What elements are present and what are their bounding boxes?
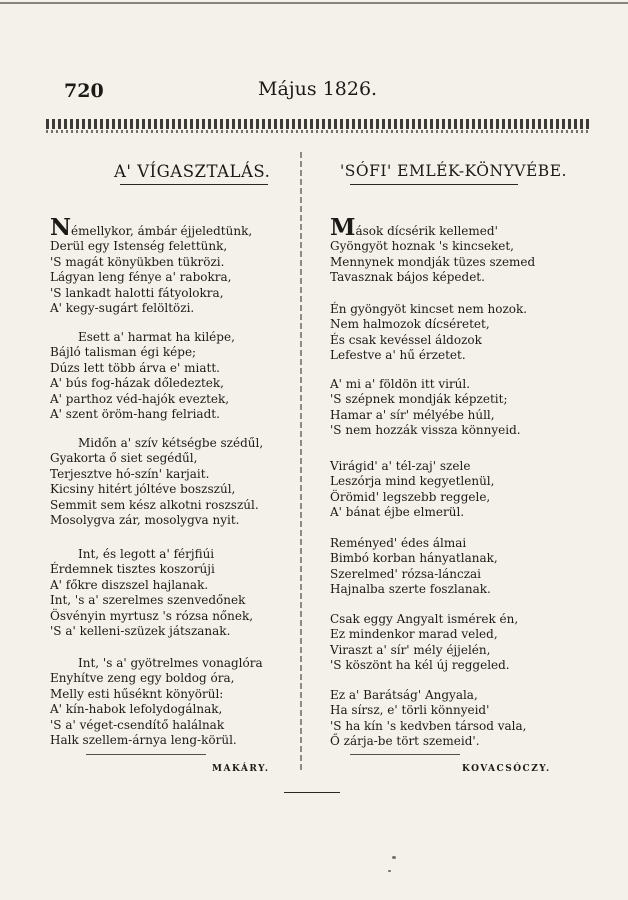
verse-line: Lágyan leng fénye a' rabokra, [50, 270, 232, 285]
verse-line: Semmit sem kész alkotni roszszúl. [50, 497, 259, 512]
verse-line: A' kegy-sugárt felöltözi. [50, 301, 195, 316]
ornamental-border [46, 119, 590, 129]
left-poem-title: A' VÍGASZTALÁS. [114, 162, 271, 181]
print-speck [392, 856, 396, 859]
verse-line: Reményed' édes álmai [330, 536, 467, 550]
verse-line: Melly esti hűséknt könyörül: [50, 686, 224, 701]
verse-line: 'S a' kelleni-szüzek játszanak. [50, 624, 231, 639]
right-stanza-1 [330, 214, 536, 286]
verse-line: Bimbó korban hányatlanak, [330, 551, 498, 566]
verse-line: A' főkre diszszel hajlanak. [50, 577, 209, 592]
drop-cap: N [50, 214, 72, 241]
verse-line: És csak kevéssel áldozok [330, 332, 482, 347]
verse-line: Derül egy Istenség felettünk, [50, 239, 228, 254]
right-stanza-4 [330, 459, 494, 521]
verse-line: Örömid' legszebb reggele, [330, 489, 491, 504]
left-poem-signature: MAKÁRY. [212, 764, 270, 774]
verse-line: Nem halmozok dícséretet, [330, 317, 490, 332]
right-poem-signature: KOVACSÓCZY. [462, 764, 551, 774]
page-number: 720 [64, 80, 104, 102]
verse-line: 'S a' véget-csendítő halálnak [50, 717, 225, 732]
left-stanza-5 [50, 656, 263, 748]
print-speck [388, 870, 391, 872]
verse-line: A' parthoz véd-hajók eveztek, [50, 391, 230, 406]
verse-line: Gyakorta ő siet segédűl, [50, 451, 198, 466]
verse-line: 'S magát könyükben tükrözi. [50, 254, 225, 269]
drop-cap: M [330, 214, 356, 241]
right-signature-rule [350, 754, 460, 755]
verse-line: Mosolygva zár, mosolygva nyit. [50, 513, 240, 528]
right-stanza-7 [330, 688, 526, 750]
right-stanza-2 [330, 302, 527, 364]
verse-line: Ez mindenkor marad veled, [330, 627, 498, 642]
left-stanza-3 [50, 436, 263, 528]
verse-line: A' bánat éjbe elmerül. [330, 505, 465, 520]
right-stanza-6 [330, 612, 518, 674]
verse-line: Kicsiny hitért jóltéve boszszúl, [50, 482, 236, 497]
verse-line [50, 214, 253, 241]
column-divider [300, 152, 302, 770]
top-edge-rule [0, 2, 628, 4]
verse-line: Hajnalba szerte foszlanak. [330, 582, 491, 597]
verse-line: Int, 's a' gyötrelmes vonaglóra [78, 656, 263, 670]
verse-line: A' mi a' földön itt virúl. [330, 377, 471, 391]
verse-line-rest: ások dícsérik kellemed' [355, 224, 498, 238]
verse-line: Ha sírsz, e' törli könnyeid' [330, 703, 490, 718]
verse-line: Gyöngyöt hoznak 's kincseket, [330, 239, 514, 254]
verse-line: A' bús fog-házak dőledeztek, [50, 376, 224, 391]
verse-line: Virágid' a' tél-zaj' szele [330, 459, 471, 473]
verse-line: Viraszt a' sír' mély éjjelén, [330, 642, 491, 657]
verse-line: Leszórja mind kegyetlenül, [330, 474, 495, 489]
verse-line: Esett a' harmat ha kilépe, [78, 330, 235, 344]
verse-line: 'S nem hozzák vissza könnyeid. [330, 423, 521, 438]
verse-line: Ő zárja-be tört szemeid'. [330, 734, 480, 749]
right-title-underline [350, 184, 518, 185]
verse-line: Ez a' Barátság' Angyala, [330, 688, 478, 702]
verse-line: Bájló talisman égi képe; [50, 345, 197, 360]
verse-line: Midőn a' szív kétségbe szédűl, [78, 436, 264, 450]
left-title-underline [120, 184, 268, 185]
verse-line: Én gyöngyöt kincset nem hozok. [330, 302, 528, 316]
left-stanza-1 [50, 214, 253, 316]
verse-line: A' szent öröm-hang felriadt. [50, 407, 220, 422]
verse-line: Dúzs lett több árva e' miatt. [50, 360, 220, 375]
verse-line: Érdemnek tisztes koszorúji [50, 562, 215, 577]
verse-line: 'S szépnek mondják képzetit; [330, 392, 508, 407]
ornamental-border-underline [46, 130, 590, 133]
verse-line: Tavasznak bájos képedet. [330, 270, 485, 285]
page-end-rule [284, 792, 340, 793]
left-signature-rule [86, 754, 206, 755]
verse-line: Halk szellem-árnya leng-körül. [50, 733, 237, 748]
right-poem-title: 'SÓFI' EMLÉK-KÖNYVÉBE. [340, 162, 567, 180]
verse-line: Szerelmed' rózsa-lánczai [330, 566, 482, 581]
verse-line: 'S köszönt ha kél új reggeled. [330, 658, 510, 673]
verse-line: Int, és legott a' férjfiúi [78, 547, 215, 561]
verse-line-rest: émellykor, ámbár éjjeledtünk, [71, 224, 253, 238]
verse-line: 'S lankadt halotti fátyolokra, [50, 285, 224, 300]
verse-line: Mennynek mondják tüzes szemed [330, 254, 536, 269]
verse-line: A' kín-habok lefolydogálnak, [50, 702, 223, 717]
running-title: Május 1826. [258, 78, 378, 100]
verse-line: Enyhítve zeng egy boldog óra, [50, 671, 235, 686]
verse-line [330, 214, 535, 241]
verse-line: Hamar a' sír' mélyébe húll, [330, 407, 495, 422]
right-stanza-3 [330, 377, 521, 439]
verse-line: Ösvényin myrtusz 's rózsa nőnek, [50, 608, 254, 623]
left-stanza-4 [50, 547, 253, 639]
left-stanza-2 [50, 330, 235, 422]
verse-line: Lefestve a' hű érzetet. [330, 348, 466, 363]
verse-line: 'S ha kín 's kedvben társod vala, [330, 718, 527, 733]
right-stanza-5 [330, 536, 498, 598]
verse-line: Csak eggy Angyalt ismérek én, [330, 612, 519, 626]
verse-line: Terjesztve hó-szín' karjait. [50, 466, 210, 481]
verse-line: Int, 's a' szerelmes szenvedőnek [50, 593, 246, 608]
